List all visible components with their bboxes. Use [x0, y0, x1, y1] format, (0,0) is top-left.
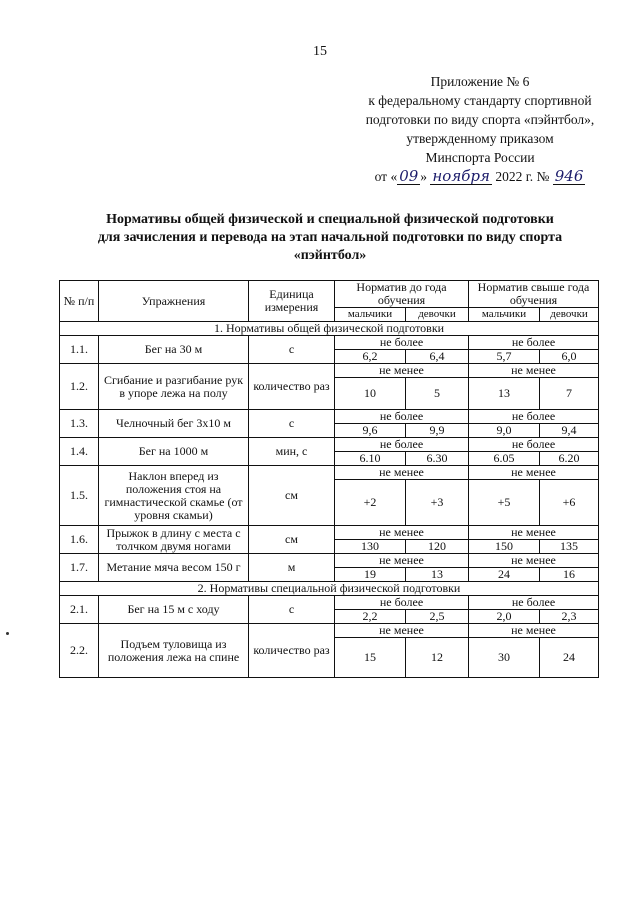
qualifier-above-year: не более — [469, 336, 599, 350]
value-above-year-boys: 6.05 — [469, 452, 540, 466]
appendix-line: Минспорта России — [425, 150, 535, 165]
unit: см — [249, 526, 335, 554]
value-above-year-boys: 30 — [469, 638, 540, 678]
row-number: 1.3. — [60, 410, 99, 438]
table-row — [60, 554, 599, 568]
table-row — [60, 466, 599, 480]
qualifier-first-year: не менее — [335, 624, 469, 638]
row-number: 2.2. — [60, 624, 99, 678]
qualifier-above-year: не менее — [469, 526, 599, 540]
qualifier-first-year: не менее — [335, 554, 469, 568]
row-number: 1.6. — [60, 526, 99, 554]
section-row — [60, 322, 599, 336]
table-row — [60, 526, 599, 540]
value-above-year-boys: 24 — [469, 568, 540, 582]
title-line: для зачисления и перевода на этап начальной подготовки по виду спорта — [97, 230, 563, 245]
value-first-year-girls: 12 — [406, 638, 469, 678]
section-title: 1. Нормативы общей физической подготовки — [60, 322, 599, 336]
title-line: «пэйнтбол» — [293, 248, 367, 263]
value-first-year-girls: +3 — [406, 480, 469, 526]
order-line — [330, 167, 630, 186]
exercise-name: Наклон вперед из положения стоя на гимнастической скамье (от уровня скамьи) — [99, 466, 249, 526]
section-title: 2. Нормативы специальной физической подготовки — [60, 582, 599, 596]
qualifier-first-year: не менее — [335, 466, 469, 480]
value-first-year-girls: 5 — [406, 378, 469, 410]
order-mid: » — [420, 169, 428, 184]
exercise-name: Сгибание и разгибание рук в упоре лежа на полу — [99, 364, 249, 410]
value-first-year-boys: 15 — [335, 638, 406, 678]
appendix-line: подготовки по виду спорта «пэйнтбол», — [365, 112, 595, 127]
qualifier-above-year: не менее — [469, 624, 599, 638]
header-num: № п/п — [60, 281, 99, 322]
row-number: 1.1. — [60, 336, 99, 364]
value-above-year-girls: +6 — [540, 480, 599, 526]
unit: с — [249, 410, 335, 438]
exercise-name: Бег на 30 м — [99, 336, 249, 364]
exercise-name: Подъем туловища из положения лежа на спине — [99, 624, 249, 678]
value-first-year-girls: 6.30 — [406, 452, 469, 466]
value-first-year-boys: 130 — [335, 540, 406, 554]
unit: с — [249, 596, 335, 624]
unit: мин, с — [249, 438, 335, 466]
qualifier-first-year: не более — [335, 410, 469, 424]
table-header-row — [60, 281, 599, 308]
qualifier-first-year: не менее — [335, 526, 469, 540]
header-norm-first-year: Норматив до года обучения — [335, 281, 469, 308]
qualifier-above-year: не менее — [469, 554, 599, 568]
qualifier-above-year: не менее — [469, 364, 599, 378]
norms-table — [59, 280, 599, 678]
unit: количество раз — [249, 624, 335, 678]
value-above-year-girls: 6.20 — [540, 452, 599, 466]
appendix-line: к федеральному стандарту спортивной — [368, 93, 592, 108]
qualifier-above-year: не менее — [469, 466, 599, 480]
value-above-year-boys: 13 — [469, 378, 540, 410]
header-boys: мальчики — [335, 308, 406, 322]
header-unit: Единица измерения — [249, 281, 335, 322]
value-above-year-boys: 2,0 — [469, 610, 540, 624]
value-first-year-girls: 2,5 — [406, 610, 469, 624]
value-above-year-girls: 7 — [540, 378, 599, 410]
title-line: Нормативы общей физической и специальной физической подготовки — [106, 212, 554, 227]
order-day: 09 — [399, 167, 419, 185]
order-year: 2022 г. № — [495, 169, 550, 184]
row-number: 2.1. — [60, 596, 99, 624]
value-first-year-boys: 10 — [335, 378, 406, 410]
value-above-year-girls: 16 — [540, 568, 599, 582]
qualifier-first-year: не более — [335, 438, 469, 452]
exercise-name: Метание мяча весом 150 г — [99, 554, 249, 582]
header-girls: девочки — [406, 308, 469, 322]
value-above-year-girls: 6,0 — [540, 350, 599, 364]
value-first-year-boys: 9,6 — [335, 424, 406, 438]
document-title — [60, 211, 600, 265]
value-above-year-girls: 2,3 — [540, 610, 599, 624]
appendix-line: утвержденному приказом — [406, 131, 554, 146]
unit: м — [249, 554, 335, 582]
appendix-block — [330, 72, 630, 186]
qualifier-first-year: не более — [335, 336, 469, 350]
value-first-year-girls: 9,9 — [406, 424, 469, 438]
value-first-year-girls: 6,4 — [406, 350, 469, 364]
header-norm-above-year: Норматив свыше года обучения — [469, 281, 599, 308]
row-number: 1.7. — [60, 554, 99, 582]
exercise-name: Челночный бег 3х10 м — [99, 410, 249, 438]
header-girls: девочки — [540, 308, 599, 322]
row-number: 1.4. — [60, 438, 99, 466]
table-row — [60, 410, 599, 424]
table-row — [60, 364, 599, 378]
qualifier-above-year: не более — [469, 438, 599, 452]
value-above-year-boys: 9,0 — [469, 424, 540, 438]
table-row — [60, 336, 599, 350]
order-month: ноября — [432, 167, 490, 185]
appendix-line: Приложение № 6 — [430, 74, 530, 89]
value-first-year-boys: 6.10 — [335, 452, 406, 466]
header-boys: мальчики — [469, 308, 540, 322]
value-above-year-girls: 135 — [540, 540, 599, 554]
value-first-year-boys: 19 — [335, 568, 406, 582]
unit: с — [249, 336, 335, 364]
value-above-year-boys: 5,7 — [469, 350, 540, 364]
exercise-name: Бег на 15 м с ходу — [99, 596, 249, 624]
qualifier-above-year: не более — [469, 596, 599, 610]
value-first-year-boys: +2 — [335, 480, 406, 526]
header-exercise: Упражнения — [99, 281, 249, 322]
order-number: 946 — [554, 167, 584, 185]
section-row — [60, 582, 599, 596]
table-row — [60, 624, 599, 638]
order-prefix: от « — [374, 169, 398, 184]
page-number: 15 — [313, 44, 327, 59]
value-above-year-girls: 9,4 — [540, 424, 599, 438]
scan-speck — [6, 632, 9, 635]
unit: количество раз — [249, 364, 335, 410]
qualifier-first-year: не менее — [335, 364, 469, 378]
row-number: 1.2. — [60, 364, 99, 410]
value-first-year-girls: 120 — [406, 540, 469, 554]
row-number: 1.5. — [60, 466, 99, 526]
value-first-year-boys: 2,2 — [335, 610, 406, 624]
table-row — [60, 596, 599, 610]
value-above-year-girls: 24 — [540, 638, 599, 678]
value-above-year-boys: +5 — [469, 480, 540, 526]
value-above-year-boys: 150 — [469, 540, 540, 554]
exercise-name: Прыжок в длину с места с толчком двумя ногами — [99, 526, 249, 554]
unit: см — [249, 466, 335, 526]
exercise-name: Бег на 1000 м — [99, 438, 249, 466]
qualifier-above-year: не более — [469, 410, 599, 424]
value-first-year-girls: 13 — [406, 568, 469, 582]
value-first-year-boys: 6,2 — [335, 350, 406, 364]
table-row — [60, 438, 599, 452]
qualifier-first-year: не более — [335, 596, 469, 610]
